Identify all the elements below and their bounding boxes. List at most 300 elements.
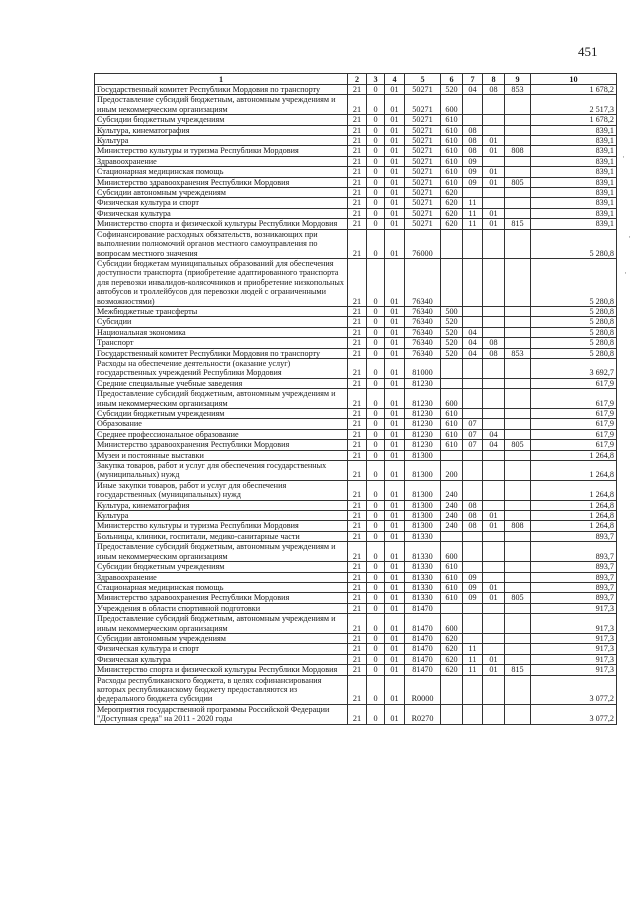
row-code-cell — [441, 675, 463, 704]
row-code-cell: 610 — [441, 440, 463, 450]
row-code-cell — [463, 188, 483, 198]
column-header: 7 — [463, 74, 483, 85]
row-code-cell: 81330 — [405, 562, 441, 572]
table-row — [95, 219, 617, 229]
table-row — [95, 389, 617, 409]
row-code-cell: 11 — [463, 665, 483, 675]
row-amount-cell: 893,7 — [531, 531, 617, 541]
row-code-cell: 21 — [348, 125, 367, 135]
row-code-cell: 01 — [483, 665, 505, 675]
row-amount-cell: 617,9 — [531, 409, 617, 419]
row-code-cell: 01 — [385, 219, 405, 229]
row-amount-cell: 1 264,8 — [531, 521, 617, 531]
table-row — [95, 156, 617, 166]
row-name-cell: Стационарная медицинская помощь — [95, 582, 348, 592]
table-row — [95, 480, 617, 500]
row-code-cell — [463, 675, 483, 704]
row-code-cell: 21 — [348, 562, 367, 572]
table-row — [95, 409, 617, 419]
row-code-cell: 0 — [367, 115, 385, 125]
row-code-cell: 09 — [463, 167, 483, 177]
row-code-cell: 04 — [463, 327, 483, 337]
row-code-cell: 50271 — [405, 146, 441, 156]
row-code-cell: 21 — [348, 633, 367, 643]
row-code-cell — [483, 644, 505, 654]
row-code-cell: 21 — [348, 258, 367, 306]
row-code-cell: 01 — [385, 95, 405, 115]
row-code-cell: 21 — [348, 198, 367, 208]
row-name-cell: Здравоохранение — [95, 572, 348, 582]
row-code-cell: 11 — [463, 654, 483, 664]
row-amount-cell: 1 264,8 — [531, 511, 617, 521]
row-code-cell: 21 — [348, 593, 367, 603]
row-amount-cell: 3 692,7 — [531, 358, 617, 378]
row-name-cell: Субсидии автономным учреждениям — [95, 633, 348, 643]
page-number: 451 — [578, 44, 598, 59]
row-code-cell: 04 — [463, 85, 483, 95]
row-code-cell: 50271 — [405, 136, 441, 146]
row-code-cell: 09 — [463, 156, 483, 166]
row-code-cell — [483, 562, 505, 572]
row-code-cell — [483, 95, 505, 115]
row-code-cell: 01 — [385, 654, 405, 664]
row-code-cell: 50271 — [405, 85, 441, 95]
row-code-cell: 01 — [385, 521, 405, 531]
row-code-cell — [483, 409, 505, 419]
row-code-cell — [463, 306, 483, 316]
row-name-cell: Закупка товаров, работ и услуг для обеспечения государственных (муниципальных) нужд — [95, 461, 348, 481]
row-code-cell: 21 — [348, 378, 367, 388]
row-code-cell: 81470 — [405, 633, 441, 643]
row-code-cell: 76340 — [405, 306, 441, 316]
row-amount-cell: 1 264,8 — [531, 461, 617, 481]
row-code-cell: 04 — [483, 440, 505, 450]
row-code-cell: 0 — [367, 511, 385, 521]
row-code-cell: 76340 — [405, 338, 441, 348]
row-name-cell: Физическая культура и спорт — [95, 644, 348, 654]
row-amount-cell: 839,1 — [531, 188, 617, 198]
row-code-cell: 600 — [441, 614, 463, 634]
row-code-cell: 0 — [367, 125, 385, 135]
row-code-cell: 240 — [441, 511, 463, 521]
row-amount-cell: 3 077,2 — [531, 704, 617, 724]
row-code-cell — [441, 531, 463, 541]
row-code-cell: 01 — [385, 348, 405, 358]
row-code-cell: 50271 — [405, 188, 441, 198]
row-code-cell — [483, 480, 505, 500]
row-name-cell: Физическая культура — [95, 654, 348, 664]
table-header-row — [95, 74, 617, 85]
row-amount-cell: 1 678,2 — [531, 115, 617, 125]
row-code-cell: 01 — [385, 704, 405, 724]
table-row — [95, 582, 617, 592]
row-code-cell — [505, 429, 531, 439]
row-code-cell — [505, 188, 531, 198]
row-code-cell — [505, 461, 531, 481]
table-row — [95, 167, 617, 177]
row-name-cell: Культура, кинематография — [95, 500, 348, 510]
row-code-cell: 81230 — [405, 429, 441, 439]
row-code-cell: 808 — [505, 146, 531, 156]
row-amount-cell: 5 280,8 — [531, 306, 617, 316]
row-code-cell: 0 — [367, 229, 385, 258]
row-code-cell: 50271 — [405, 198, 441, 208]
row-code-cell: 240 — [441, 521, 463, 531]
column-header: 1 — [95, 74, 348, 85]
row-code-cell: 21 — [348, 429, 367, 439]
table-row — [95, 461, 617, 481]
row-code-cell: 09 — [463, 593, 483, 603]
row-amount-cell: 617,9 — [531, 440, 617, 450]
row-code-cell: 01 — [483, 654, 505, 664]
row-code-cell — [505, 115, 531, 125]
row-code-cell: 08 — [483, 348, 505, 358]
row-code-cell — [483, 317, 505, 327]
table-row — [95, 338, 617, 348]
row-code-cell: 620 — [441, 665, 463, 675]
row-name-cell: Предоставление субсидий бюджетным, автономным учреждениям и иным некоммерческим организациям — [95, 542, 348, 562]
row-code-cell: 08 — [463, 125, 483, 135]
row-code-cell — [505, 409, 531, 419]
row-code-cell — [483, 542, 505, 562]
row-code-cell: 0 — [367, 95, 385, 115]
column-header: 8 — [483, 74, 505, 85]
row-code-cell: 81470 — [405, 644, 441, 654]
row-code-cell: 50271 — [405, 156, 441, 166]
table-row — [95, 675, 617, 704]
row-code-cell: 0 — [367, 675, 385, 704]
row-name-cell: Субсидии автономным учреждениям — [95, 188, 348, 198]
margin-mark: · — [628, 232, 631, 242]
row-code-cell — [505, 450, 531, 460]
row-code-cell: 21 — [348, 531, 367, 541]
row-code-cell: 11 — [463, 198, 483, 208]
row-code-cell: 81230 — [405, 409, 441, 419]
row-code-cell: 0 — [367, 633, 385, 643]
row-code-cell: 21 — [348, 419, 367, 429]
row-code-cell — [505, 480, 531, 500]
row-name-cell: Культура — [95, 136, 348, 146]
row-code-cell: 520 — [441, 348, 463, 358]
row-code-cell: 805 — [505, 440, 531, 450]
row-amount-cell: 839,1 — [531, 146, 617, 156]
row-code-cell: 21 — [348, 167, 367, 177]
row-name-cell: Предоставление субсидий бюджетным, автономным учреждениям и иным некоммерческим организациям — [95, 389, 348, 409]
row-code-cell: 610 — [441, 582, 463, 592]
table-row — [95, 95, 617, 115]
row-code-cell: 01 — [385, 603, 405, 613]
row-code-cell — [483, 389, 505, 409]
row-code-cell — [483, 156, 505, 166]
row-amount-cell: 617,9 — [531, 389, 617, 409]
row-code-cell: 01 — [385, 136, 405, 146]
row-code-cell: 0 — [367, 419, 385, 429]
row-code-cell: 01 — [385, 644, 405, 654]
row-code-cell: 21 — [348, 675, 367, 704]
table-row — [95, 419, 617, 429]
column-header: 5 — [405, 74, 441, 85]
row-code-cell: 81230 — [405, 389, 441, 409]
row-code-cell: 01 — [385, 614, 405, 634]
row-amount-cell: 893,7 — [531, 593, 617, 603]
row-code-cell: 21 — [348, 704, 367, 724]
table-row — [95, 85, 617, 95]
row-code-cell: 81000 — [405, 358, 441, 378]
row-code-cell — [441, 704, 463, 724]
row-code-cell — [463, 614, 483, 634]
margin-mark: · — [622, 152, 625, 162]
row-code-cell — [463, 704, 483, 724]
row-code-cell: 520 — [441, 338, 463, 348]
row-code-cell: 620 — [441, 219, 463, 229]
row-code-cell: 01 — [385, 633, 405, 643]
row-amount-cell: 839,1 — [531, 156, 617, 166]
row-code-cell: 620 — [441, 188, 463, 198]
row-code-cell: 21 — [348, 582, 367, 592]
row-code-cell: 50271 — [405, 125, 441, 135]
row-name-cell: Министерство здравоохранения Республики Мордовия — [95, 593, 348, 603]
row-code-cell — [505, 258, 531, 306]
row-name-cell: Министерство спорта и физической культуры Республики Мордовия — [95, 219, 348, 229]
row-code-cell: 01 — [385, 198, 405, 208]
row-code-cell: 01 — [385, 542, 405, 562]
row-amount-cell: 5 280,8 — [531, 327, 617, 337]
row-code-cell: 0 — [367, 167, 385, 177]
row-amount-cell: 839,1 — [531, 198, 617, 208]
row-code-cell — [505, 338, 531, 348]
row-code-cell: 21 — [348, 450, 367, 460]
table-row — [95, 177, 617, 187]
row-code-cell: 01 — [385, 419, 405, 429]
row-amount-cell: 917,3 — [531, 654, 617, 664]
table-row — [95, 704, 617, 724]
row-code-cell: 0 — [367, 614, 385, 634]
row-code-cell: 01 — [385, 177, 405, 187]
budget-table — [94, 73, 617, 725]
row-code-cell: 08 — [483, 338, 505, 348]
row-code-cell: 01 — [385, 229, 405, 258]
table-row — [95, 665, 617, 675]
row-code-cell — [505, 389, 531, 409]
row-amount-cell: 839,1 — [531, 125, 617, 135]
row-code-cell: 600 — [441, 542, 463, 562]
row-code-cell — [463, 317, 483, 327]
table-row — [95, 258, 617, 306]
row-amount-cell: 893,7 — [531, 582, 617, 592]
row-code-cell: 0 — [367, 327, 385, 337]
row-code-cell: 610 — [441, 125, 463, 135]
row-code-cell: 01 — [483, 136, 505, 146]
row-code-cell: 21 — [348, 614, 367, 634]
row-code-cell — [505, 358, 531, 378]
table-row — [95, 348, 617, 358]
table-row — [95, 198, 617, 208]
row-code-cell: 620 — [441, 654, 463, 664]
row-code-cell: 21 — [348, 644, 367, 654]
row-code-cell — [483, 358, 505, 378]
row-code-cell: 0 — [367, 582, 385, 592]
row-amount-cell: 839,1 — [531, 208, 617, 218]
table-row — [95, 317, 617, 327]
row-code-cell: 81230 — [405, 419, 441, 429]
row-code-cell: 01 — [385, 389, 405, 409]
row-code-cell: 610 — [441, 593, 463, 603]
table-row — [95, 208, 617, 218]
row-code-cell: 01 — [483, 167, 505, 177]
row-code-cell: 620 — [441, 633, 463, 643]
row-code-cell: 01 — [385, 378, 405, 388]
table-row — [95, 306, 617, 316]
table-row — [95, 531, 617, 541]
row-amount-cell: 917,3 — [531, 665, 617, 675]
row-code-cell: 21 — [348, 327, 367, 337]
row-code-cell: 81330 — [405, 582, 441, 592]
row-code-cell: 0 — [367, 146, 385, 156]
row-code-cell: 21 — [348, 177, 367, 187]
row-code-cell: 0 — [367, 665, 385, 675]
row-code-cell: 01 — [385, 167, 405, 177]
row-code-cell: 11 — [463, 219, 483, 229]
row-name-cell: Субсидии бюджетам муниципальных образований для обеспечения доступности транспорта (приобретение адаптированного транспорта для перевозки инвалидов-колясочников и приобретение низкопольных автобусов и троллейбусов для перевозки людей с ограниченными возможностями) — [95, 258, 348, 306]
column-header: 10 — [531, 74, 617, 85]
row-code-cell: 81230 — [405, 440, 441, 450]
row-name-cell: Национальная экономика — [95, 327, 348, 337]
row-code-cell: 610 — [441, 177, 463, 187]
row-code-cell: 610 — [441, 167, 463, 177]
row-code-cell — [463, 603, 483, 613]
row-code-cell: 50271 — [405, 167, 441, 177]
row-code-cell: 01 — [385, 440, 405, 450]
row-code-cell: 610 — [441, 562, 463, 572]
row-code-cell: 21 — [348, 317, 367, 327]
row-name-cell: Средние специальные учебные заведения — [95, 378, 348, 388]
row-code-cell: 01 — [385, 146, 405, 156]
row-name-cell: Учреждения в области спортивной подготовки — [95, 603, 348, 613]
row-code-cell — [505, 317, 531, 327]
row-code-cell — [483, 675, 505, 704]
row-code-cell: 21 — [348, 542, 367, 562]
row-name-cell: Культура, кинематография — [95, 125, 348, 135]
row-code-cell — [505, 511, 531, 521]
row-code-cell: 01 — [385, 500, 405, 510]
row-code-cell: 21 — [348, 208, 367, 218]
table-row — [95, 125, 617, 135]
row-code-cell: 21 — [348, 136, 367, 146]
row-code-cell: 853 — [505, 348, 531, 358]
row-code-cell: R0000 — [405, 675, 441, 704]
row-code-cell — [505, 327, 531, 337]
table-row — [95, 521, 617, 531]
row-code-cell: 76340 — [405, 327, 441, 337]
row-name-cell: Мероприятия государственной программы Российской Федерации "Доступная среда" на 2011 - 2020 годы — [95, 704, 348, 724]
row-code-cell — [483, 125, 505, 135]
row-code-cell: 01 — [385, 461, 405, 481]
row-code-cell: 81470 — [405, 603, 441, 613]
row-code-cell: 0 — [367, 306, 385, 316]
row-code-cell — [463, 562, 483, 572]
row-code-cell — [463, 409, 483, 419]
row-code-cell: 0 — [367, 358, 385, 378]
row-code-cell: 620 — [441, 208, 463, 218]
table-row — [95, 429, 617, 439]
table-row — [95, 500, 617, 510]
row-amount-cell: 617,9 — [531, 419, 617, 429]
row-code-cell: 240 — [441, 500, 463, 510]
row-amount-cell: 617,9 — [531, 429, 617, 439]
table-row — [95, 229, 617, 258]
row-code-cell: 520 — [441, 317, 463, 327]
row-code-cell: 01 — [385, 125, 405, 135]
row-amount-cell: 839,1 — [531, 177, 617, 187]
row-code-cell: 0 — [367, 409, 385, 419]
row-code-cell: 09 — [463, 572, 483, 582]
row-name-cell: Предоставление субсидий бюджетным, автономным учреждениям и иным некоммерческим организациям — [95, 614, 348, 634]
row-code-cell — [463, 258, 483, 306]
row-amount-cell: 893,7 — [531, 542, 617, 562]
row-code-cell — [505, 198, 531, 208]
row-code-cell — [483, 614, 505, 634]
row-code-cell: 81470 — [405, 665, 441, 675]
row-code-cell — [505, 654, 531, 664]
row-amount-cell: 1 264,8 — [531, 480, 617, 500]
row-code-cell: 81330 — [405, 593, 441, 603]
table-row — [95, 358, 617, 378]
row-code-cell: 0 — [367, 500, 385, 510]
row-code-cell — [483, 531, 505, 541]
row-amount-cell: 893,7 — [531, 562, 617, 572]
row-code-cell: 50271 — [405, 208, 441, 218]
row-code-cell: 01 — [385, 665, 405, 675]
row-code-cell: 08 — [463, 511, 483, 521]
table-body — [95, 85, 617, 725]
table-row — [95, 562, 617, 572]
row-code-cell: 600 — [441, 389, 463, 409]
row-code-cell: 0 — [367, 644, 385, 654]
row-code-cell: 01 — [483, 593, 505, 603]
row-code-cell: 0 — [367, 136, 385, 146]
row-code-cell: 76340 — [405, 317, 441, 327]
row-code-cell — [463, 358, 483, 378]
row-name-cell: Министерство здравоохранения Республики Мордовия — [95, 177, 348, 187]
row-code-cell: 08 — [463, 136, 483, 146]
row-code-cell — [483, 633, 505, 643]
row-name-cell: Культура — [95, 511, 348, 521]
row-code-cell: 01 — [385, 409, 405, 419]
row-code-cell: 21 — [348, 85, 367, 95]
row-code-cell: 50271 — [405, 95, 441, 115]
row-code-cell: 0 — [367, 258, 385, 306]
row-code-cell — [441, 258, 463, 306]
row-code-cell: 0 — [367, 198, 385, 208]
row-code-cell: 21 — [348, 348, 367, 358]
row-code-cell: 0 — [367, 188, 385, 198]
row-code-cell: 500 — [441, 306, 463, 316]
table-row — [95, 614, 617, 634]
row-code-cell: 04 — [463, 348, 483, 358]
row-amount-cell: 917,3 — [531, 633, 617, 643]
row-code-cell: 21 — [348, 480, 367, 500]
row-amount-cell: 917,3 — [531, 603, 617, 613]
row-code-cell — [463, 480, 483, 500]
row-code-cell — [463, 542, 483, 562]
row-code-cell: 21 — [348, 654, 367, 664]
row-code-cell: 01 — [385, 208, 405, 218]
row-code-cell: 610 — [441, 156, 463, 166]
row-code-cell — [505, 572, 531, 582]
row-code-cell: 610 — [441, 419, 463, 429]
row-code-cell: 09 — [463, 177, 483, 187]
row-code-cell: 200 — [441, 461, 463, 481]
